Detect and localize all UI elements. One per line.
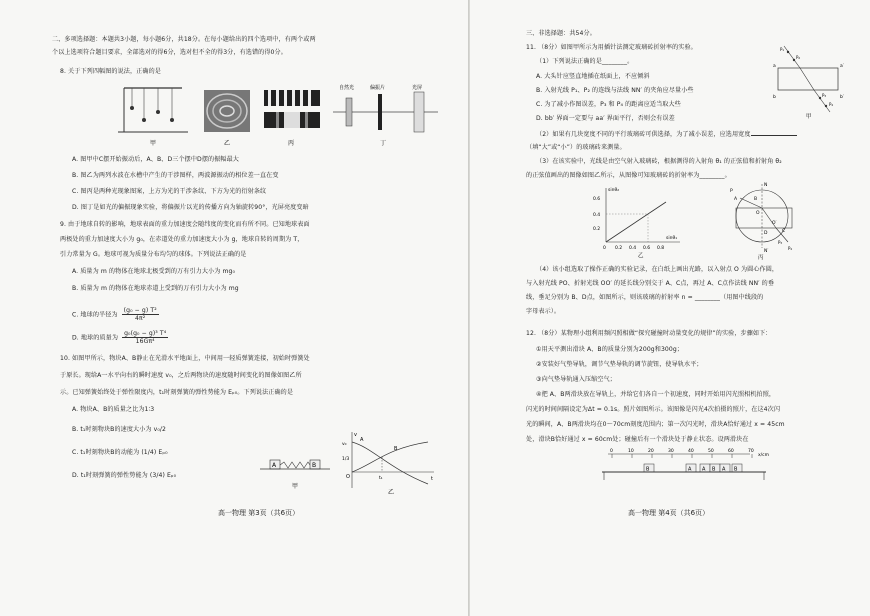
q11-line1: 11. （8分）如图甲所示为用插针法测定玻璃砖折射率的实验。 xyxy=(526,44,697,51)
q12-step4-line3: 光的瞬间，A、B两滑块均在0～70cm刻度范围内；第一次闪光时，滑块A恰好通过 x = 45cm xyxy=(526,421,785,428)
spring-blocks-figure xyxy=(260,460,330,490)
slider-block-label: B xyxy=(734,466,738,473)
q8-option-d: D. 图丁是如光的偏振现象实验，将偏振片以光的传播方向为轴旋转90°，光屏亮度变暗 xyxy=(72,204,309,211)
q10-line1: 10. 如图甲所示，物块A、B静止在光滑水平地面上，中间用一轻质弹簧连接，初始时弹簧处 xyxy=(60,355,310,362)
fig-label-yi: 乙 xyxy=(638,253,644,258)
q9-c-fraction: $\frac{\text{(g₀ − g) T²}}{\text{4π²}}$ xyxy=(123,307,157,322)
pin-label-p4: P₄ xyxy=(829,102,834,107)
ruler-tick-label: 0 xyxy=(610,449,613,454)
circle-label-p3: P₃ xyxy=(778,240,783,245)
slider-block-label: B xyxy=(712,466,716,473)
water-interference-figure xyxy=(204,90,250,132)
x-tick-label: 0 xyxy=(603,246,606,251)
glass-label-b-prime: b′ xyxy=(840,95,844,100)
fig-label-jia: 甲 xyxy=(292,483,299,490)
x-tick-label: 0.8 xyxy=(657,246,665,251)
slider-block-label: A xyxy=(702,466,706,473)
q10-option-d: D. t₁时刻弹簧的弹性势能为 (3/4) Eₚ₀ xyxy=(72,472,177,479)
q11-sub4-line1: （4）该小组选取了操作正确的实验记录，在白纸上画出光路，以入射点 O 为圆心作圆， xyxy=(536,266,779,273)
q9-d-fraction: $\frac{\text{g₀(g₀ − g)³ T⁴}}{\text{16Gπ⁴}}$ xyxy=(124,330,167,345)
q12-line1: 12. （8分）某物理小组利用频闪照相做“探究碰撞时动量变化的规律”的实验，步骤如下： xyxy=(526,330,772,337)
q8-figures xyxy=(118,82,450,148)
q9-line1: 9. 由于地球自转的影响，地球表面的重力加速度会随纬度的变化而有所不同。已知地球表面 xyxy=(60,221,310,228)
pin-label-p3: P₃ xyxy=(822,93,827,98)
curve-a-label: A xyxy=(360,437,364,443)
velocity-time-graph xyxy=(342,432,434,496)
answer-blank-width xyxy=(751,130,797,136)
axis-v-label: v xyxy=(354,432,357,438)
q12-step1: ①用天平测出滑块 A、B的质量分别为200g和300g； xyxy=(536,346,684,353)
q8-option-c: C. 图丙是两种光现象图案，上方为光的干涉条纹、下方为光的衍射条纹 xyxy=(72,188,267,195)
circle-label-n: N xyxy=(764,183,768,188)
section2-instructions: 个以上选项符合题目要求，全部选对的得6分，选对但不全的得3分，有选错的得0分。 xyxy=(52,49,287,56)
q11-option-d: D. bb′ 界面一定要与 aa′ 界面平行，否则会有误差 xyxy=(536,115,675,122)
axis-x-label: sinθ₁ xyxy=(666,236,678,241)
slider-block-label: A xyxy=(688,466,692,473)
circle-label-b: B xyxy=(754,197,758,202)
circle-label-d: D xyxy=(764,231,768,236)
glass-brick-figure xyxy=(772,42,850,120)
section2-title: 二、多项选择题：本题共3小题，每小题6分，共18分。在每小题给出的四个选项中，有两个或两 xyxy=(52,36,316,43)
ruler-tick-label: 70 xyxy=(748,449,754,454)
q9-line2: 两极处的重力加速度大小为 g₀，在赤道处的重力加速度大小为 g，地球自转的周期为 T， xyxy=(60,236,304,243)
circle-label-o-prime: O′ xyxy=(772,221,777,226)
pendulum-figure xyxy=(118,88,188,132)
q11-sub1: （1）下列说法正确的是________。 xyxy=(536,58,634,65)
q12-step4-line2: 闪光的时间间隔设定为Δt = 0.1s。照片如图所示。该图像是闪光4次拍摄的照片，在这4次闪 xyxy=(526,406,781,413)
curve-b-label: B xyxy=(394,446,398,452)
block-a-label: A xyxy=(272,462,277,469)
y-tick-label: 0.6 xyxy=(593,197,601,202)
pin-label-p2: P₂ xyxy=(796,55,801,60)
label-natural-light: 自然光 xyxy=(339,85,355,91)
q9-option-c: C. 地球的半径为 $\frac{\text{(g₀ − g) T²}}{\text{4π²}}$ xyxy=(72,307,157,322)
circle-label-c: C xyxy=(782,229,786,234)
fig-label-ding: 丁 xyxy=(380,140,387,147)
q11-sub3-line1: （3）在该实验中，光线是由空气射入玻璃砖，根据测得的入射角 θ₁ 的正弦值和折射角 θ₂ xyxy=(536,158,782,165)
circle-label-p: P xyxy=(730,189,733,194)
sine-graph-figure xyxy=(588,184,684,258)
q11-sub4-line3: 线，垂足分别为 B、D点，如图所示，则该玻璃的折射率 n = ________（用图中线段的 xyxy=(526,294,764,301)
fig-label-yi: 乙 xyxy=(388,489,395,496)
circle-label-o: O xyxy=(756,211,760,216)
fringe-patterns-figure xyxy=(264,90,320,128)
q8-option-b: B. 图乙为两列水波在水槽中产生的干涉图样，两波源振动的相位差一直在变 xyxy=(72,172,279,179)
q10-line2: 于原长。现给A一水平向右的瞬时速度 v₀，之后两物块的速度随时间变化的图像如图乙所 xyxy=(60,372,302,379)
section3-title: 三、非选择题：共54分。 xyxy=(526,30,596,37)
fig-label-bing: 丙 xyxy=(288,140,295,147)
tick-v0: v₀ xyxy=(342,442,347,447)
axis-y-label: sinθ₂ xyxy=(608,188,620,193)
axis-t-label: t xyxy=(431,476,433,482)
q10-line3: 示。已知弹簧始终处于弹性限度内，t₁时刻弹簧的弹性势能为 Eₚ₀。下列说法正确的是 xyxy=(60,389,294,396)
q9-option-a: A. 质量为 m 的物体在地球北极受到的万有引力大小为 mg₀ xyxy=(72,268,235,275)
q12-step4-line4: 处，滑块B恰好通过 x = 60cm处；碰撞后有一个滑块处于静止状态。设两滑块在 xyxy=(526,436,749,443)
q9-option-b: B. 质量为 m 的物体在地球赤道上受到的万有引力大小为 mg xyxy=(72,285,239,292)
glass-label-a: a xyxy=(773,64,776,69)
page-footer-3: 高一物理 第3页（共6页） xyxy=(218,509,300,517)
q11-sub4-line2: 与入射光线 PO、折射光线 OO′ 的延长线分别交于 A、C点，再过 A、C点作法线 NN′ 的垂 xyxy=(526,280,775,287)
x-tick-label: 0.4 xyxy=(629,246,637,251)
q12-step2: ②安装好气垫导轨，调节气垫导轨的调节旋钮，使导轨水平； xyxy=(536,361,703,368)
q10-figures xyxy=(258,428,440,500)
exam-page-4 xyxy=(470,0,870,616)
slider-block-label: A xyxy=(722,466,726,473)
fig-label-yi: 乙 xyxy=(224,140,231,147)
circle-label-n-prime: N′ xyxy=(764,249,769,254)
ruler-tick-label: 10 xyxy=(628,449,634,454)
circle-construction-figure xyxy=(726,180,800,260)
q11-option-b: B. 入射光线 P₁、P₂ 的连线与法线 NN′ 的夹角应尽量小些 xyxy=(536,87,694,94)
fig-label-bing: 丙 xyxy=(758,255,764,260)
block-b-label: B xyxy=(312,462,317,469)
q9-option-d: D. 地球的质量为 $\frac{\text{g₀(g₀ − g)³ T⁴}}{\text{16Gπ⁴}}$ xyxy=(72,330,167,345)
page-footer-4: 高一物理 第4页（共6页） xyxy=(628,509,710,517)
ruler-tick-label: 50 xyxy=(708,449,714,454)
ruler-tick-label: 20 xyxy=(648,449,654,454)
x-tick-label: 0.2 xyxy=(615,246,623,251)
q12-step4-line1: ④把 A、B两滑块放在导轨上，并给它们各自一个初速度，同时开始用闪光照相机拍照， xyxy=(536,391,776,398)
q11-option-a: A. 大头针应竖直地插在纸面上，不应倾斜 xyxy=(536,73,650,80)
ruler-tick-label: 60 xyxy=(728,449,734,454)
fig-label-jia: 甲 xyxy=(806,114,812,120)
q8-option-a: A. 图甲中C摆开始振动后，A、B、D三个摆中D摆的振幅最大 xyxy=(72,156,239,163)
q8-stem: 8. 关于下列四幅图的说法，正确的是 xyxy=(60,68,161,75)
slider-block-label: B xyxy=(646,466,650,473)
air-track-figure xyxy=(600,446,780,486)
tick-one-third: 1/3 xyxy=(342,457,350,462)
origin-label: O xyxy=(346,474,350,480)
ruler-tick-label: 30 xyxy=(668,449,674,454)
label-polarizer: 偏振片 xyxy=(370,85,386,91)
circle-label-a: A xyxy=(734,197,738,202)
y-tick-label: 0.4 xyxy=(593,213,601,218)
fig-label-jia: 甲 xyxy=(150,140,157,147)
y-tick-label: 0.2 xyxy=(593,227,601,232)
glass-label-a-prime: a′ xyxy=(840,64,844,69)
tick-t1: t₁ xyxy=(379,476,383,481)
label-screen: 光屏 xyxy=(412,85,423,91)
q11-sub3-line2: 的正弦值画出的图像如图乙所示，从图像可知玻璃砖的折射率为________。 xyxy=(526,172,731,179)
q11-sub2-line1: （2）如果有几块宽度不同的平行玻璃砖可供选择，为了减小误差，应选用宽度 xyxy=(536,130,797,138)
circle-label-p4: P₄ xyxy=(788,246,793,251)
ruler-tick-label: 40 xyxy=(688,449,694,454)
q12-step3: ③向气垫导轨通入压缩空气； xyxy=(536,376,616,383)
ruler-unit: x/cm xyxy=(758,453,770,458)
glass-label-b: b xyxy=(773,95,776,100)
q10-option-a: A. 物块A、B的质量之比为1∶3 xyxy=(72,406,155,413)
q9-line3: 引力常量为 G。地球可视为质量分布均匀的球体。下列说法正确的是 xyxy=(60,251,247,258)
x-tick-label: 0.6 xyxy=(643,246,651,251)
q10-option-b: B. t₁时刻物块B的速度大小为 v₀/2 xyxy=(72,426,167,433)
q11-sub2-line2: （填“大”或“小”）的玻璃砖来测量。 xyxy=(526,144,626,151)
q11-option-c: C. 为了减小作图误差，P₃ 和 P₄ 的距离应适当取大些 xyxy=(536,101,681,108)
q11-sub4-line4: 字母表示）。 xyxy=(526,308,561,315)
pin-label-p1: P₁ xyxy=(780,47,785,52)
polarization-figure xyxy=(333,84,438,132)
q10-option-c: C. t₁时刻物块B的动能为 (1/4) Eₚ₀ xyxy=(72,449,168,456)
